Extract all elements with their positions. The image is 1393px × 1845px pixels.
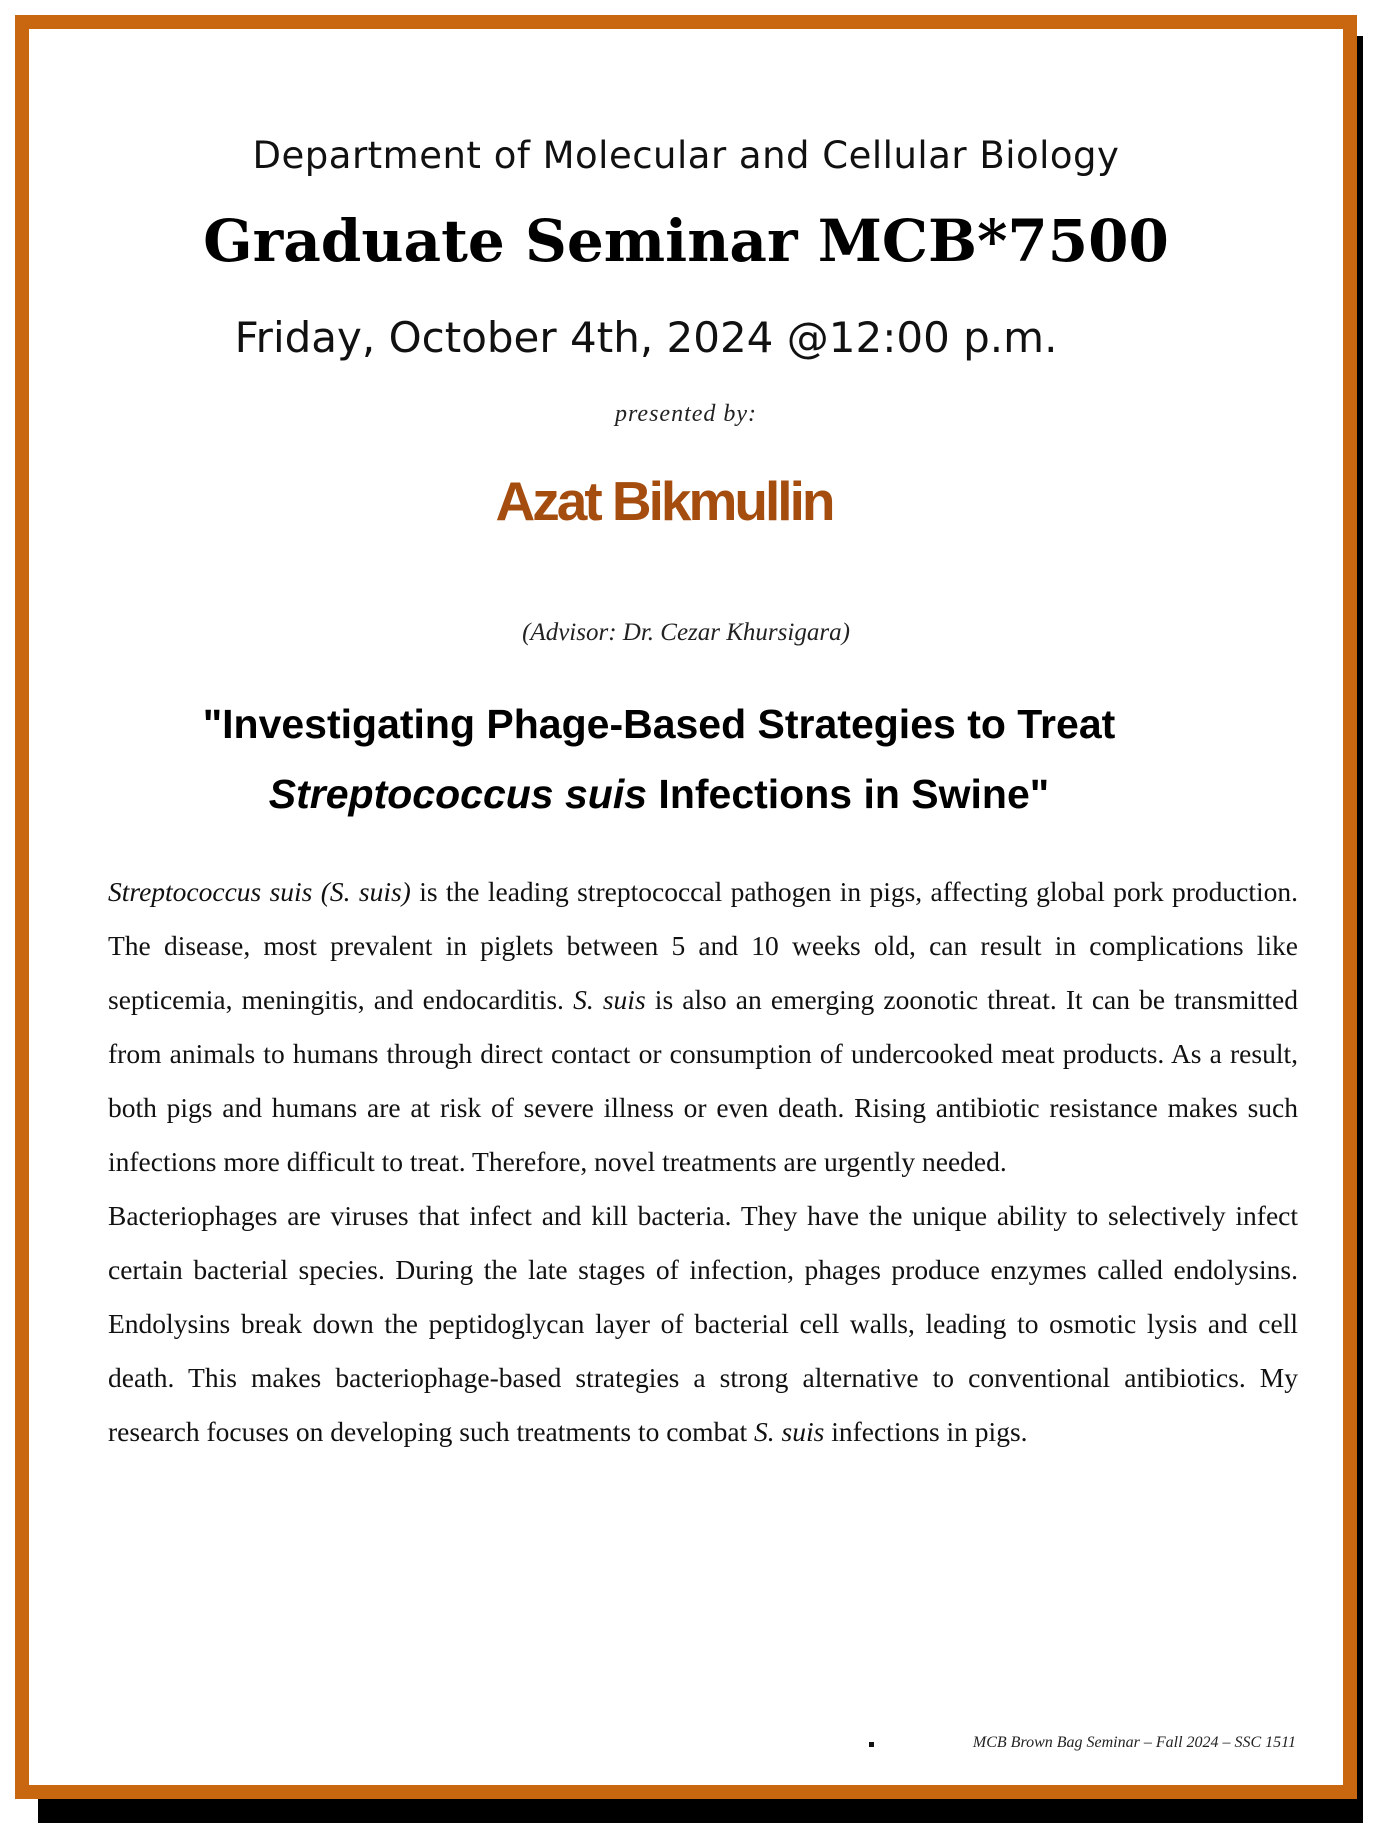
poster-frame xyxy=(15,15,1357,1799)
talk-title xyxy=(69,689,1249,829)
talk-title-species: Streptococcus suis xyxy=(268,771,648,817)
seminar-title: Graduate Seminar MCB*7500 xyxy=(203,207,1169,275)
seminar-datetime: Friday, October 4th, 2024 @12:00 p.m. xyxy=(234,313,1058,362)
abstract-paragraph-1 xyxy=(108,865,1298,1189)
abstract-species: S. suis xyxy=(754,1416,825,1447)
presented-by-label: presented by: xyxy=(614,401,758,427)
talk-title-line1: "Investigating Phage-Based Strategies to Treat xyxy=(202,701,1116,747)
talk-title-line2-rest: Infections in Swine" xyxy=(647,771,1050,817)
footer-note: MCB Brown Bag Seminar – Fall 2024 – SSC 1511 xyxy=(972,1734,1296,1751)
abstract-text: is the leading streptococcal pathogen in pigs, affecting global pork production. The disease, most prevalent in piglets between 5 and 10 weeks old, can result in complications like septicemia, meningitis, and endocarditis. xyxy=(108,876,1298,1015)
footer-bullet-icon xyxy=(869,1742,874,1747)
abstract-species: S. suis xyxy=(573,984,646,1015)
advisor-line: (Advisor: Dr. Cezar Khursigara) xyxy=(522,619,850,646)
abstract-paragraph-2 xyxy=(108,1189,1298,1459)
abstract xyxy=(108,865,1298,1459)
abstract-species: Streptococcus suis (S. suis) xyxy=(108,876,411,907)
presenter-name: Azat Bikmullin xyxy=(495,470,833,532)
abstract-text: infections in pigs. xyxy=(824,1416,1028,1447)
abstract-text: is also an emerging zoonotic threat. It can be transmitted from animals to humans through direct contact or consumption of undercooked meat products. As a result, both pigs and humans are at risk of severe illness or even death. Rising antibiotic resistance makes such infections more difficult to treat. Therefore, novel treatments are urgently needed. xyxy=(108,984,1298,1177)
talk-title-line2 xyxy=(69,759,1249,829)
department-name: Department of Molecular and Cellular Biology xyxy=(252,134,1120,177)
poster-content xyxy=(29,29,1343,1785)
abstract-text: Bacteriophages are viruses that infect and kill bacteria. They have the unique ability to selectively infect certain bacterial species. During the late stages of infection, phages produce enzymes called endolysins. Endolysins break down the peptidoglycan layer of bacterial cell walls, leading to osmotic lysis and cell death. This makes bacteriophage-based strategies a strong alternative to conventional antibiotics. My research focuses on developing such treatments to combat xyxy=(108,1200,1298,1447)
